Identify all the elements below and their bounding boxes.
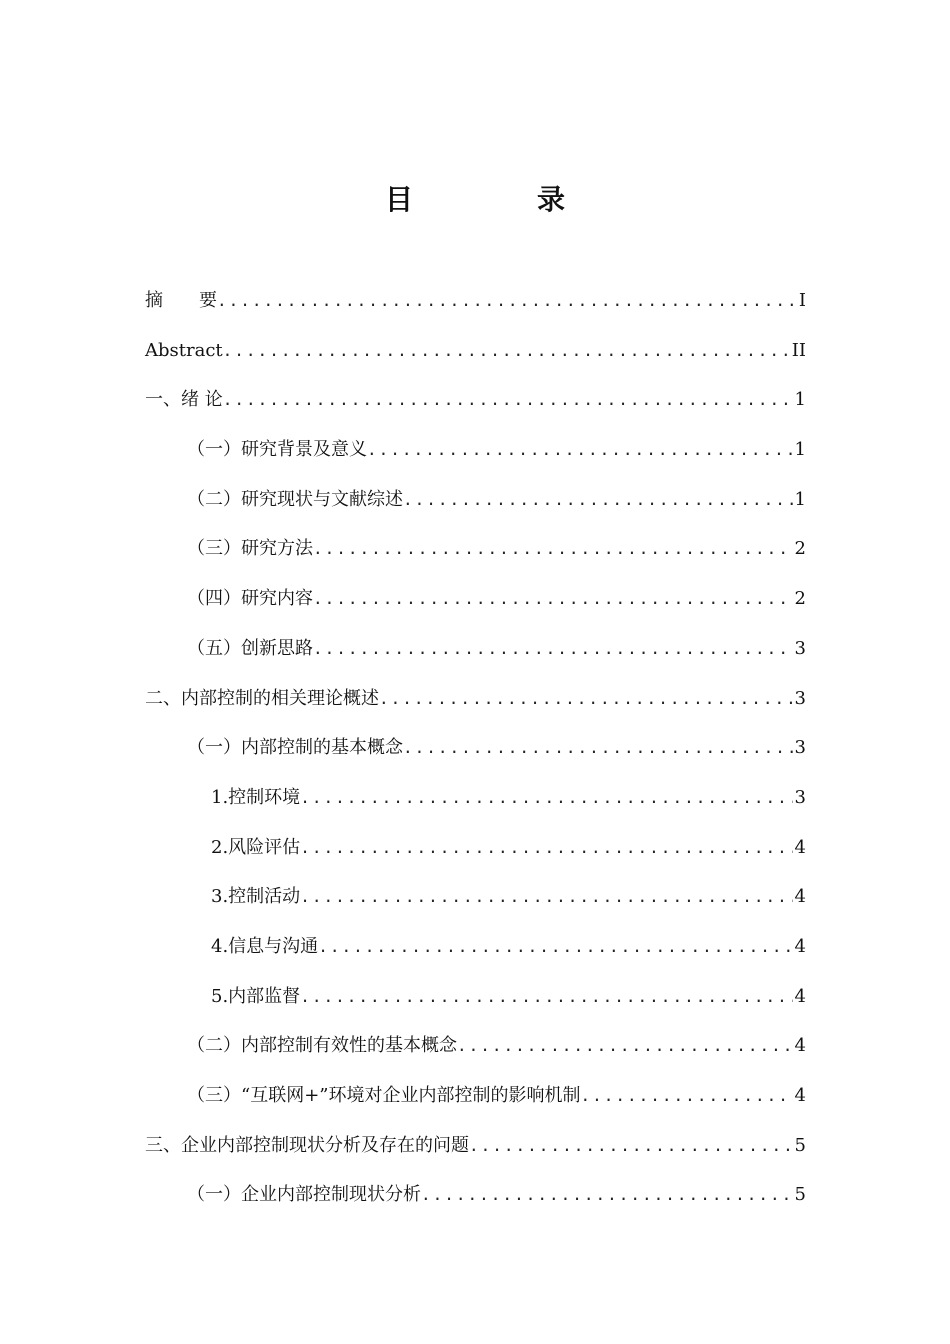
toc-entry-page: 4 xyxy=(794,886,806,908)
toc-entry-page: 3 xyxy=(794,737,806,759)
toc-entry-subsection-2-1-2[interactable] xyxy=(145,829,806,879)
toc-title: 目 录 xyxy=(384,183,613,216)
toc-entry-subsection-2-1-5[interactable] xyxy=(145,978,806,1028)
toc-entry-section-2-3[interactable] xyxy=(145,1077,806,1127)
toc-entry-subsection-2-1-1[interactable] xyxy=(145,779,806,829)
toc-entry-label: 二、内部控制的相关理论概述 xyxy=(145,687,379,709)
toc-entry-page: I xyxy=(798,290,806,311)
toc-entry-chapter-1[interactable] xyxy=(145,381,806,431)
toc-entry-label: 一、绪 论 xyxy=(145,389,223,411)
toc-leader-dots xyxy=(300,829,792,867)
toc-leader-dots xyxy=(300,779,792,817)
toc-leader-dots xyxy=(318,928,792,966)
toc-leader-dots xyxy=(580,1077,792,1115)
toc-entry-page: 1 xyxy=(794,488,806,510)
toc-entry-label: （三）“互联网+”环境对企业内部控制的影响机制 xyxy=(187,1085,581,1106)
toc-entry-section-1-1[interactable] xyxy=(145,431,806,481)
toc-entry-subsection-2-1-4[interactable] xyxy=(145,928,806,978)
toc-entry-label: （四）研究内容 xyxy=(187,588,313,610)
toc-leader-dots xyxy=(457,1027,793,1065)
toc-entry-label: 三、企业内部控制现状分析及存在的问题 xyxy=(145,1134,469,1156)
toc-entry-label: （二）内部控制有效性的基本概念 xyxy=(187,1035,457,1057)
toc-entry-section-1-5[interactable] xyxy=(145,630,806,680)
toc-leader-dots xyxy=(300,878,792,916)
toc-entry-section-1-3[interactable] xyxy=(145,530,806,580)
toc-entry-chapter-3[interactable] xyxy=(145,1127,806,1177)
toc-leader-dots xyxy=(313,630,793,668)
toc-entry-label: （一）企业内部控制现状分析 xyxy=(187,1184,421,1206)
toc-leader-dots xyxy=(367,431,793,469)
toc-leader-dots xyxy=(469,1127,793,1165)
toc-entry-page: 2 xyxy=(794,588,806,610)
toc-list xyxy=(145,282,806,1226)
toc-entry-page: 4 xyxy=(794,1085,806,1106)
toc-entry-subsection-2-1-3[interactable] xyxy=(145,878,806,928)
toc-entry-chapter-2[interactable] xyxy=(145,680,806,730)
toc-entry-abstract-cn[interactable] xyxy=(145,282,806,332)
toc-leader-dots xyxy=(300,978,792,1016)
toc-entry-page: 3 xyxy=(794,637,806,659)
toc-entry-label: 4.信息与沟通 xyxy=(211,935,319,957)
toc-entry-label: 摘 要 xyxy=(145,290,217,311)
toc-entry-section-1-4[interactable] xyxy=(145,580,806,630)
toc-entry-page: 4 xyxy=(794,836,806,858)
toc-entry-label: （一）研究背景及意义 xyxy=(187,439,367,461)
toc-entry-section-2-1[interactable] xyxy=(145,729,806,779)
toc-entry-section-3-1[interactable] xyxy=(145,1176,806,1226)
toc-entry-section-1-2[interactable] xyxy=(145,481,806,531)
toc-leader-dots xyxy=(403,481,793,519)
toc-leader-dots xyxy=(313,530,793,568)
toc-leader-dots xyxy=(421,1176,793,1214)
toc-entry-section-2-2[interactable] xyxy=(145,1027,806,1077)
toc-entry-abstract-en[interactable] xyxy=(145,332,806,382)
toc-entry-label: （三）研究方法 xyxy=(187,538,313,560)
toc-entry-page: 5 xyxy=(794,1134,806,1156)
toc-entry-page: 2 xyxy=(794,538,806,560)
toc-entry-page: 5 xyxy=(794,1184,806,1206)
toc-leader-dots xyxy=(223,332,790,370)
toc-entry-page: 3 xyxy=(794,687,806,709)
toc-leader-dots xyxy=(313,580,793,618)
toc-leader-dots xyxy=(223,381,793,419)
toc-entry-label: Abstract xyxy=(145,339,223,361)
toc-entry-label: （五）创新思路 xyxy=(187,637,313,659)
toc-entry-page: 1 xyxy=(794,389,806,411)
toc-entry-page: II xyxy=(791,339,806,361)
toc-entry-label: （一）内部控制的基本概念 xyxy=(187,737,403,759)
toc-entry-label: 3.控制活动 xyxy=(211,886,301,908)
toc-leader-dots xyxy=(403,729,793,767)
toc-leader-dots xyxy=(379,680,793,718)
toc-entry-label: 2.风险评估 xyxy=(211,836,301,858)
toc-entry-label: 5.内部监督 xyxy=(211,985,301,1007)
toc-leader-dots xyxy=(217,282,797,320)
toc-entry-label: 1.控制环境 xyxy=(211,786,301,808)
toc-entry-page: 4 xyxy=(794,985,806,1007)
toc-entry-page: 3 xyxy=(794,786,806,808)
toc-entry-page: 1 xyxy=(794,439,806,461)
toc-entry-page: 4 xyxy=(794,935,806,957)
toc-entry-page: 4 xyxy=(794,1035,806,1057)
toc-entry-label: （二）研究现状与文献综述 xyxy=(187,488,403,510)
